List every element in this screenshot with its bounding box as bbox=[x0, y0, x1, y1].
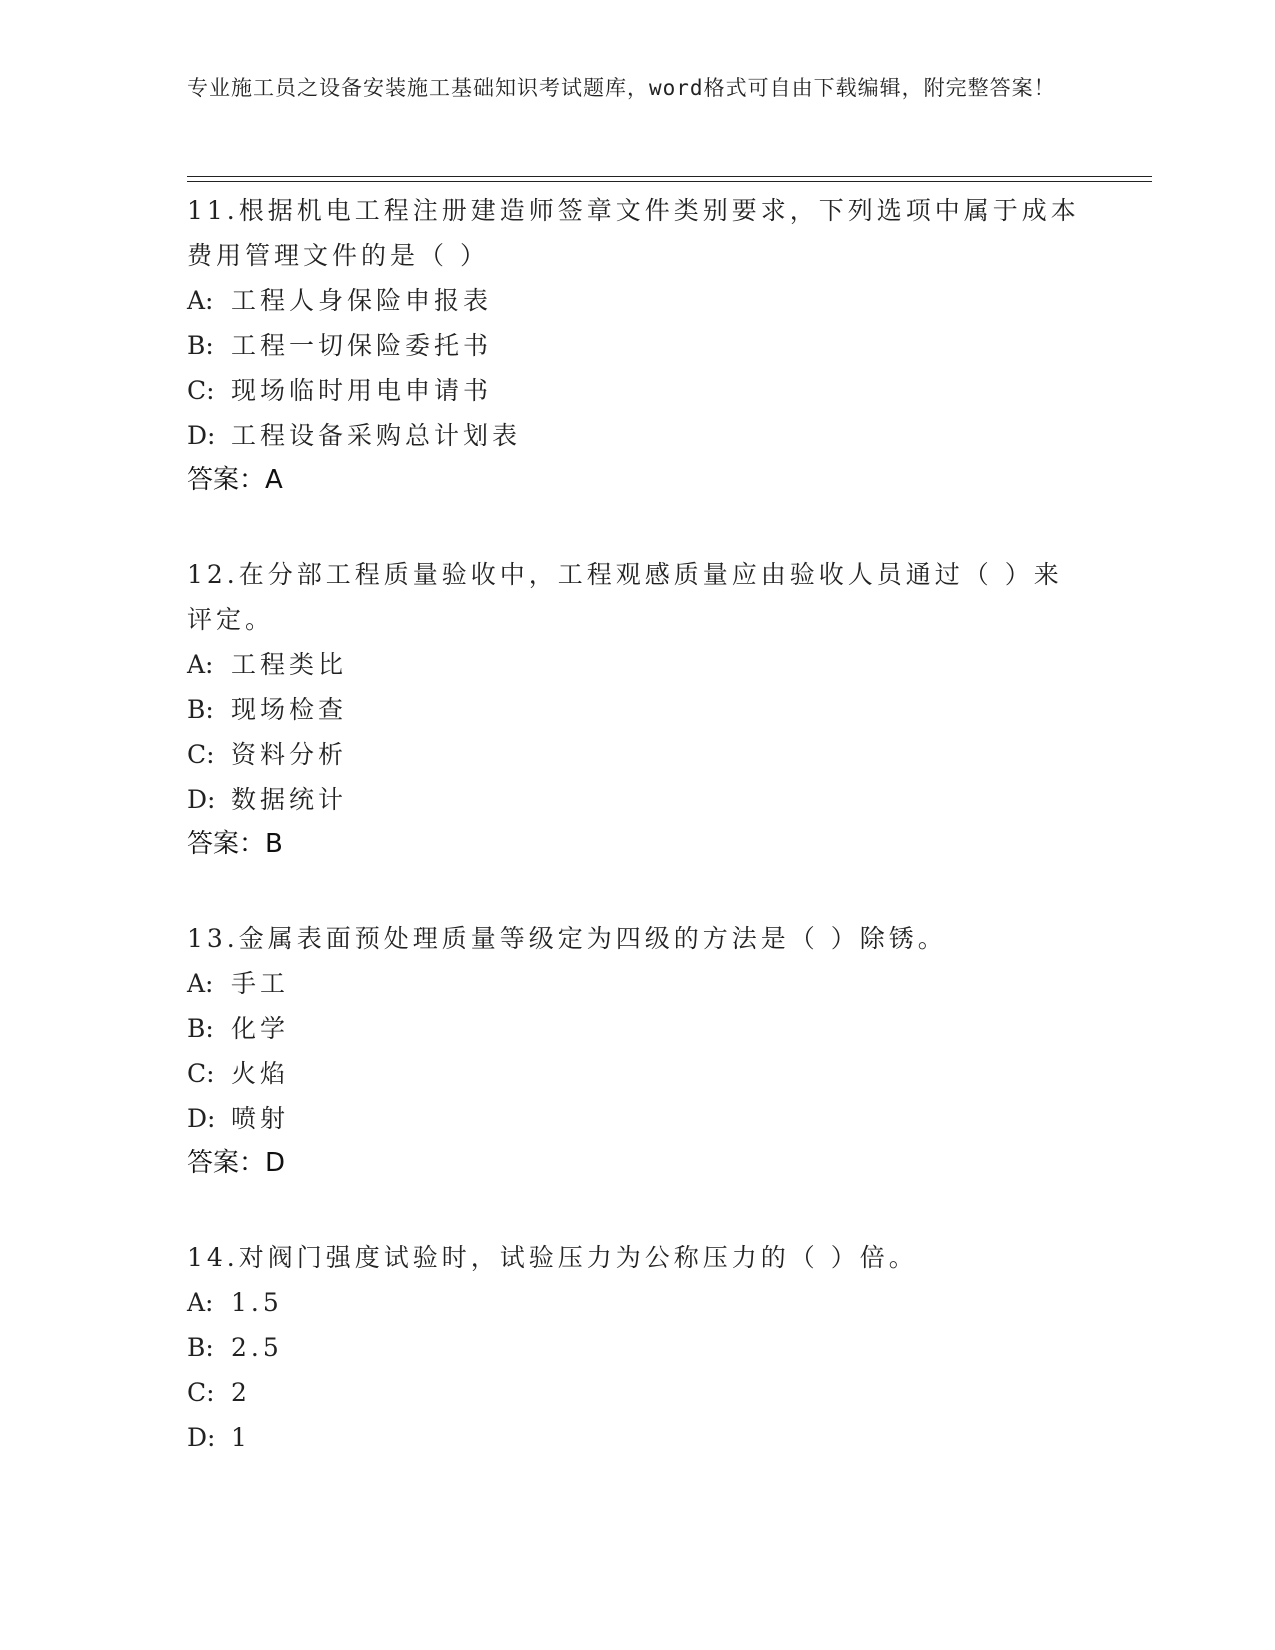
question-stem: 11.根据机电工程注册建造师签章文件类别要求，下列选项中属于成本费用管理文件的是（ ） bbox=[187, 196, 1080, 270]
option-key: C: bbox=[187, 376, 215, 405]
option-key: B: bbox=[187, 1014, 214, 1043]
option-text: 1 bbox=[231, 1423, 251, 1452]
question-13 bbox=[187, 916, 1087, 1186]
option-key: A: bbox=[187, 1288, 214, 1317]
question-stem: 14.对阀门强度试验时，试验压力为公称压力的（ ）倍。 bbox=[187, 1243, 918, 1272]
option-c bbox=[187, 732, 1087, 777]
option-text: 2 bbox=[231, 1378, 251, 1407]
option-text: 1.5 bbox=[231, 1288, 283, 1317]
answer-label: 答案：B bbox=[187, 829, 283, 859]
option-a bbox=[187, 278, 1087, 323]
option-b bbox=[187, 323, 1087, 368]
option-d bbox=[187, 1096, 1087, 1141]
option-a bbox=[187, 1280, 1087, 1325]
option-key: D: bbox=[187, 1104, 216, 1133]
option-b bbox=[187, 1006, 1087, 1051]
answer-label: 答案：D bbox=[187, 1148, 286, 1178]
option-key: C: bbox=[187, 740, 215, 769]
option-text: 工程设备采购总计划表 bbox=[231, 421, 522, 450]
option-text: 工程人身保险申报表 bbox=[231, 286, 493, 315]
option-text: 火焰 bbox=[231, 1059, 290, 1088]
option-text: 数据统计 bbox=[231, 785, 348, 814]
option-b bbox=[187, 1325, 1087, 1370]
option-key: A: bbox=[187, 969, 214, 998]
option-text: 手工 bbox=[231, 969, 290, 998]
option-d bbox=[187, 413, 1087, 458]
option-text: 工程类比 bbox=[231, 650, 348, 679]
option-text: 工程一切保险委托书 bbox=[231, 331, 493, 360]
option-key: C: bbox=[187, 1378, 215, 1407]
option-key: B: bbox=[187, 1333, 214, 1362]
option-c bbox=[187, 368, 1087, 413]
question-11 bbox=[187, 188, 1087, 503]
option-text: 2.5 bbox=[231, 1333, 283, 1362]
option-key: B: bbox=[187, 331, 214, 360]
option-text: 资料分析 bbox=[231, 740, 348, 769]
question-12 bbox=[187, 552, 1087, 867]
option-a bbox=[187, 961, 1087, 1006]
option-key: A: bbox=[187, 650, 214, 679]
option-text: 喷射 bbox=[231, 1104, 290, 1133]
option-d bbox=[187, 1415, 1087, 1460]
option-text: 化学 bbox=[231, 1014, 290, 1043]
header-divider-bottom bbox=[187, 181, 1152, 182]
document-header: 专业施工员之设备安装施工基础知识考试题库，word格式可自由下载编辑，附完整答案！ bbox=[187, 76, 1056, 100]
option-key: C: bbox=[187, 1059, 215, 1088]
option-key: B: bbox=[187, 695, 214, 724]
option-text: 现场检查 bbox=[231, 695, 348, 724]
question-stem: 13.金属表面预处理质量等级定为四级的方法是（ ）除锈。 bbox=[187, 924, 947, 953]
header-divider-top bbox=[187, 176, 1152, 177]
option-b bbox=[187, 687, 1087, 732]
option-c bbox=[187, 1370, 1087, 1415]
option-key: A: bbox=[187, 286, 214, 315]
option-key: D: bbox=[187, 1423, 216, 1452]
answer-label: 答案：A bbox=[187, 465, 283, 495]
option-a bbox=[187, 642, 1087, 687]
question-14 bbox=[187, 1235, 1087, 1460]
option-key: D: bbox=[187, 421, 216, 450]
option-c bbox=[187, 1051, 1087, 1096]
option-text: 现场临时用电申请书 bbox=[231, 376, 493, 405]
question-stem: 12.在分部工程质量验收中，工程观感质量应由验收人员通过（ ）来评定。 bbox=[187, 560, 1063, 634]
option-d bbox=[187, 777, 1087, 822]
option-key: D: bbox=[187, 785, 216, 814]
